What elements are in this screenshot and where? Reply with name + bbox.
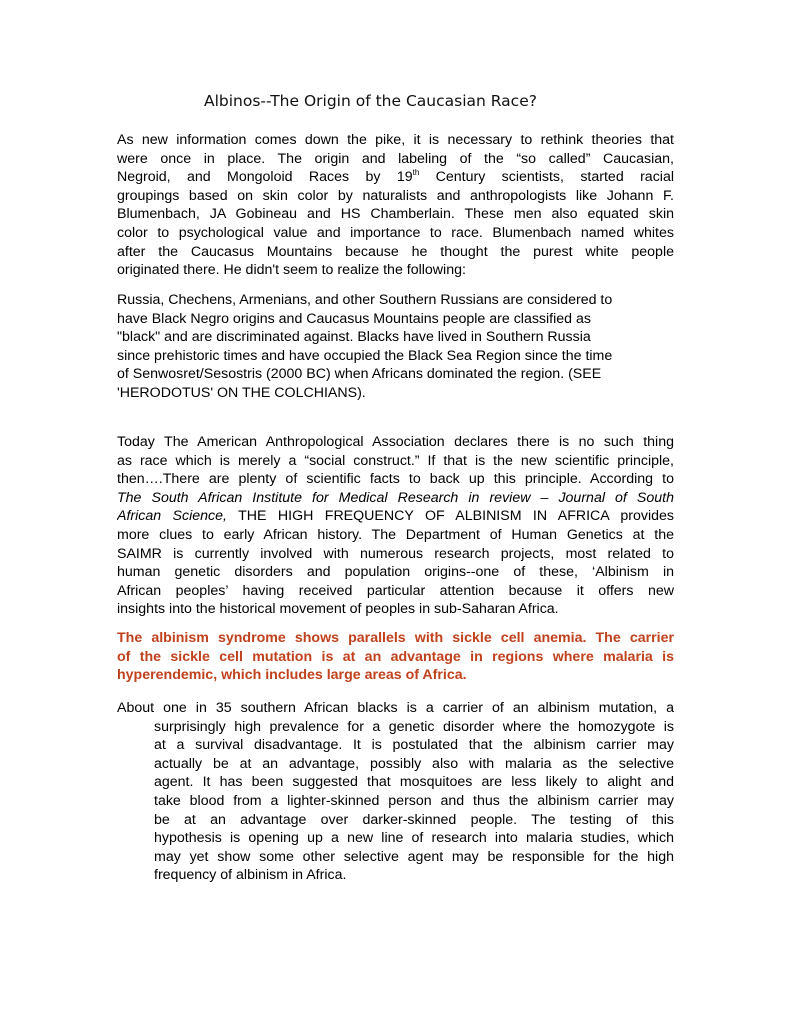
text-line: 'HERODOTUS' ON THE COLCHIANS). xyxy=(117,384,366,401)
journal-citation: African Science, xyxy=(117,508,227,525)
text-line: as race which is merely a “social construct.” If that is the new scientific principle, xyxy=(117,452,674,469)
text-line: since prehistoric times and have occupied the Black Sea Region since the time xyxy=(117,347,613,364)
text-line: were once in place. The origin and labeling of the “so called” Caucasian, xyxy=(117,150,674,167)
text-line: more clues to early African history. The Department of Human Genetics at the xyxy=(117,526,674,543)
text-line: then….There are plenty of scientific facts to back up this principle. According to xyxy=(117,471,674,488)
text-line: insights into the historical movement of peoples in sub-Saharan Africa. xyxy=(117,601,559,618)
text-line: of Senwosret/Sesostris (2000 BC) when Africans dominated the region. (SEE xyxy=(117,366,602,383)
text-line: About one in 35 southern African blacks is a carrier of an albinism mutation, a xyxy=(117,700,674,716)
text-line: originated there. He didn't seem to realize the following: xyxy=(117,262,466,279)
paragraph-carrier xyxy=(117,699,674,885)
text-line: Russia, Chechens, Armenians, and other Southern Russians are considered to xyxy=(117,292,613,308)
text-line: Today The American Anthropological Association declares there is no such thing xyxy=(117,434,674,450)
paragraph-anthropology xyxy=(117,433,674,619)
text-line: at a survival disadvantage. It is postulated that the albinism carrier may xyxy=(154,737,674,754)
paragraph-russia xyxy=(117,291,674,403)
text-line: human genetic disorders and population origins--one of these, ‘Albinism in xyxy=(117,564,674,581)
text-line: of the sickle cell mutation is at an advantage in regions where malaria is xyxy=(117,648,674,665)
text-line: African peoples’ having received particular attention because it offers new xyxy=(117,582,674,599)
text-line: Blumenbach, JA Gobineau and HS Chamberlain. These men also equated skin xyxy=(117,206,674,223)
text-line: As new information comes down the pike, it is necessary to rethink theories that xyxy=(117,132,674,148)
text-line: take blood from a lighter-skinned person and thus the albinism carrier may xyxy=(154,792,674,809)
text-line: "black" and are discriminated against. Blacks have lived in Southern Russia xyxy=(117,329,591,346)
text-fragment: Negroid, and Mongoloid Races by 19 xyxy=(117,169,413,186)
text-line: frequency of albinism in Africa. xyxy=(154,867,347,884)
text-line: color to psychological value and importance to race. Blumenbach named whites xyxy=(117,224,674,241)
document-title: Albinos--The Origin of the Caucasian Race? xyxy=(204,92,537,110)
text-line xyxy=(117,168,674,187)
text-line: hyperendemic, which includes large areas of Africa. xyxy=(117,667,467,684)
paragraph-highlight xyxy=(117,629,674,685)
text-line: hypothesis is opening up a new line of research into malaria studies, which xyxy=(154,830,674,847)
journal-citation: The South African Institute for Medical Research in review – Journal of South xyxy=(117,489,674,506)
text-line: agent. It has been suggested that mosquitoes are less likely to alight and xyxy=(154,774,674,791)
text-line: surprisingly high prevalence for a genetic disorder where the homozygote is xyxy=(154,718,674,735)
text-fragment: THE HIGH FREQUENCY OF ALBINISM IN AFRICA provides xyxy=(226,508,674,525)
text-line: have Black Negro origins and Caucasus Mountains people are classified as xyxy=(117,310,591,327)
superscript: th xyxy=(412,168,420,178)
text-line: groupings based on skin color by naturalists and anthropologists like Johann F. xyxy=(117,187,674,204)
text-line: SAIMR is currently involved with numerous research projects, most related to xyxy=(117,545,674,562)
text-line: be at an advantage over darker-skinned people. The testing of this xyxy=(154,811,674,828)
text-line xyxy=(117,507,674,526)
text-line: The albinism syndrome shows parallels with sickle cell anemia. The carrier xyxy=(117,630,674,646)
paragraph-intro xyxy=(117,131,674,280)
text-line: may yet show some other selective agent may be responsible for the high xyxy=(154,848,674,865)
text-line: after the Caucasus Mountains because he thought the purest white people xyxy=(117,243,674,260)
text-line: actually be at an advantage, possibly also with malaria as the selective xyxy=(154,755,674,772)
text-fragment: Century scientists, started racial xyxy=(419,169,674,186)
